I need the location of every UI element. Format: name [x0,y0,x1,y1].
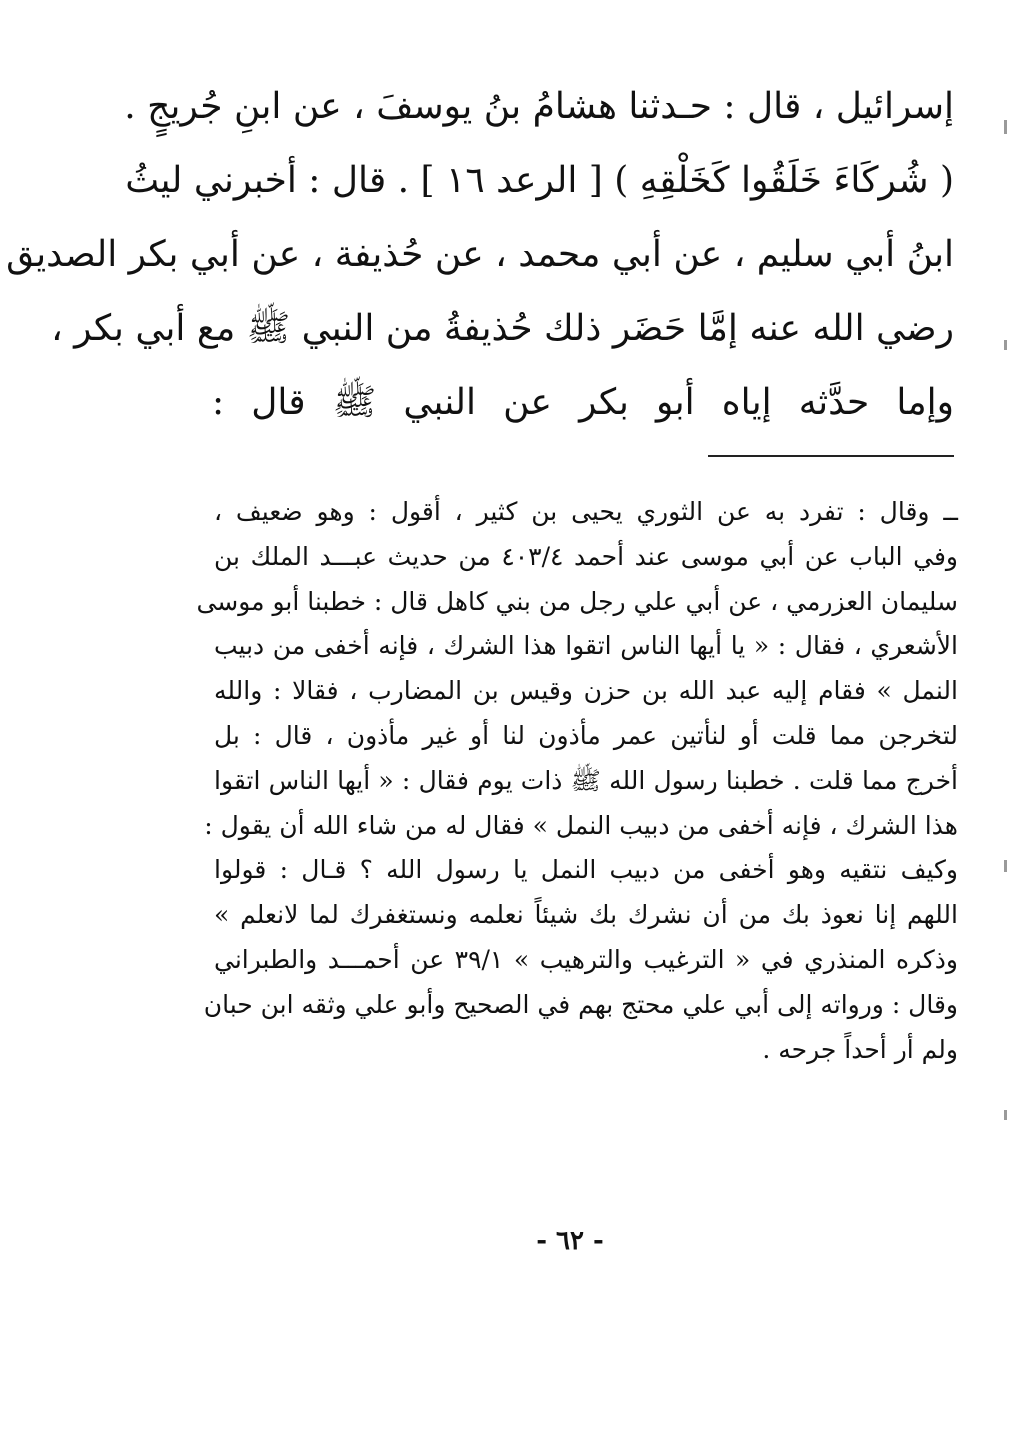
footnote-line: أخرج مما قلت . خطبنا رسول الله ﷺ ذات يوم فقال : « أيها الناس اتقوا [214,765,958,795]
footnote-line: سليمان العزرمي ، عن أبي علي رجل من بني كاهل قال : خطبنا أبو موسى [196,586,958,616]
footnote [196,490,958,1072]
footnote-line: وقال : ورواته إلى أبي علي محتج بهم في الصحيح وأبو علي وثقه ابن حبان [203,989,958,1019]
footnote-line: ولم أر أحداً جرحه . [762,1034,958,1064]
main-text [6,70,954,440]
page-number: - ٦٢ - [536,1226,604,1256]
footnote-line: الأشعري ، فقال : « يا أيها الناس اتقوا هذا الشرك ، فإنه أخفى من دبيب [214,631,958,661]
scan-edge-mark [1004,1110,1007,1120]
main-text-line: ابنُ أبي سليم ، عن أبي محمد ، عن حُذيفة ، عن أبي بكر الصديق [6,234,954,275]
main-text-line: رضي الله عنه إمَّا حَضَر ذلك حُذيفةُ من النبي ﷺ مع أبي بكر ، [51,308,954,349]
footnote-line: اللهم إنا نعوذ بك من أن نشرك بك شيئاً نعلمه ونستغفرك لما لانعلم » [214,900,958,930]
scan-edge-mark [1004,340,1007,350]
footnote-line: ــ وقال : تفرد به عن الثوري يحيى بن كثير ، أقول : وهو ضعيف ، [214,497,958,526]
footnote-line: النمل » فقام إليه عبد الله بن حزن وقيس بن المضارب ، فقالا : والله [214,676,958,706]
footnote-line: وكيف نتقيه وهو أخفى من دبيب النمل يا رسول الله ؟ قـال : قولوا [214,855,958,885]
footnote-line: وفي الباب عن أبي موسى عند أحمد ٤٠٣/٤ من حديث عبـــد الملك بن [214,541,958,571]
footnote-line: وذكره المنذري في « الترغيب والترهيب » ٣٩/١ عن أحمـــد والطبراني [214,944,958,974]
footnote-divider [708,455,954,457]
footnote-line: هذا الشرك ، فإنه أخفى من دبيب النمل » فقال له من شاء الله أن يقول : [204,810,958,840]
main-text-line: وإما حدَّثه إياه أبو بكر عن النبي ﷺ قال : [212,382,954,423]
main-text-line: ( شُركَاءَ خَلَقُوا كَخَلْقِهِ ) [ الرعد ١٦ ] . قال : أخبرني ليثُ [125,160,954,201]
scan-edge-mark [1004,860,1007,872]
footnote-line: لتخرجن مما قلت أو لنأتين عمر مأذون لنا أو غير مأذون ، قال : بل [214,720,958,750]
scan-edge-mark [1004,120,1007,134]
main-text-line: إسرائيل ، قال : حـدثنا هشامُ بنُ يوسفَ ، عن ابنِ جُريجٍ . [124,86,954,127]
